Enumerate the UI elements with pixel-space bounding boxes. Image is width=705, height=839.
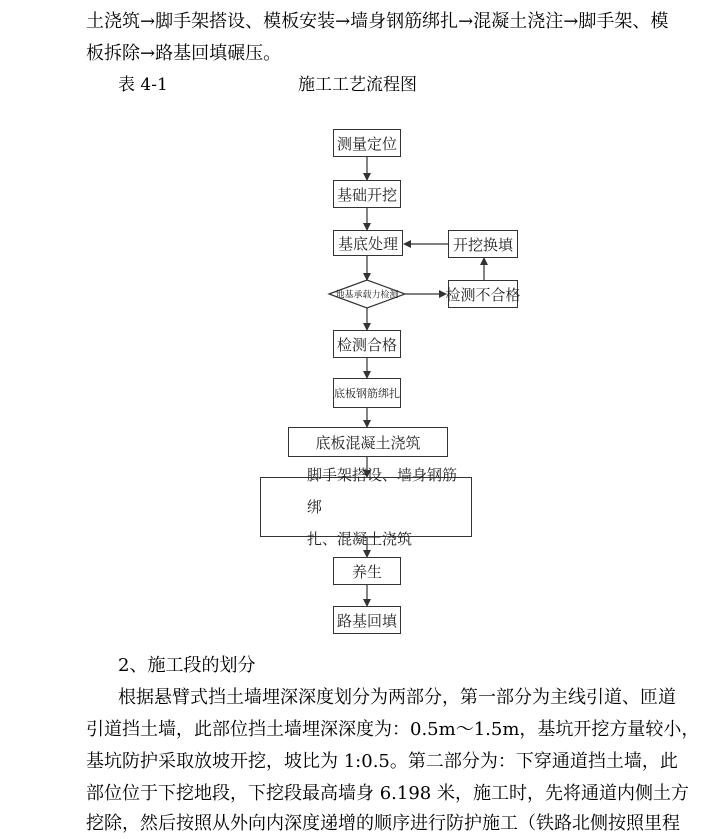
wall-work-box (260, 466, 472, 548)
test-pass-box: 检测合格 (333, 330, 401, 358)
section-heading: 2、施工段的划分 (118, 655, 256, 676)
excavate-box: 基础开挖 (333, 180, 401, 208)
wall-work-line-2: 扎、混凝土浇筑 (307, 530, 413, 548)
paragraph-line-1: 土浇筑→脚手架搭设、模板安装→墙身钢筋绑扎→混凝土浇注→脚手架、模 (86, 11, 669, 32)
paragraph-line-2: 板拆除→路基回填碾压。 (86, 43, 282, 64)
rebar-floor-box: 底板钢筋绑扎 (333, 378, 401, 408)
bearing-test-label: 地基承载力检测 (335, 290, 399, 301)
paragraph-line-6: 部位位于下挖地段，下挖段最高墙身 6.198 米，施工时，先将通道内侧土方 (86, 783, 689, 804)
paragraph-line-7: 挖除，然后按照从外向内深度递增的顺序进行防护施工（铁路北侧按照里程 (86, 813, 680, 834)
test-fail-box: 检测不合格 (448, 280, 518, 308)
backfill-box: 路基回填 (333, 606, 401, 634)
paragraph-line-3: 根据悬臂式挡土墙埋深深度划分为两部分，第一部分为主线引道、匝道 (118, 687, 676, 708)
wall-work-line-1: 脚手架搭设、墙身钢筋绑 (307, 466, 458, 516)
survey-box: 测量定位 (333, 129, 401, 157)
floor-concrete-box: 底板混凝土浇筑 (288, 427, 448, 457)
wall-work-text (307, 459, 471, 555)
curing-box: 养生 (333, 557, 401, 585)
paragraph-line-4: 引道挡土墙，此部位挡土墙埋深深度为：0.5m～1.5m，基坑开挖方量较小， (86, 719, 700, 740)
paragraph-line-5: 基坑防护采取放坡开挖，坡比为 1:0.5。第二部分为：下穿通道挡土墙，此 (86, 751, 678, 772)
base-treatment-box: 基底处理 (333, 230, 403, 256)
figure-title: 施工工艺流程图 (298, 75, 417, 95)
rework-box: 开挖换填 (448, 230, 518, 258)
table-number: 表 4-1 (118, 75, 168, 95)
